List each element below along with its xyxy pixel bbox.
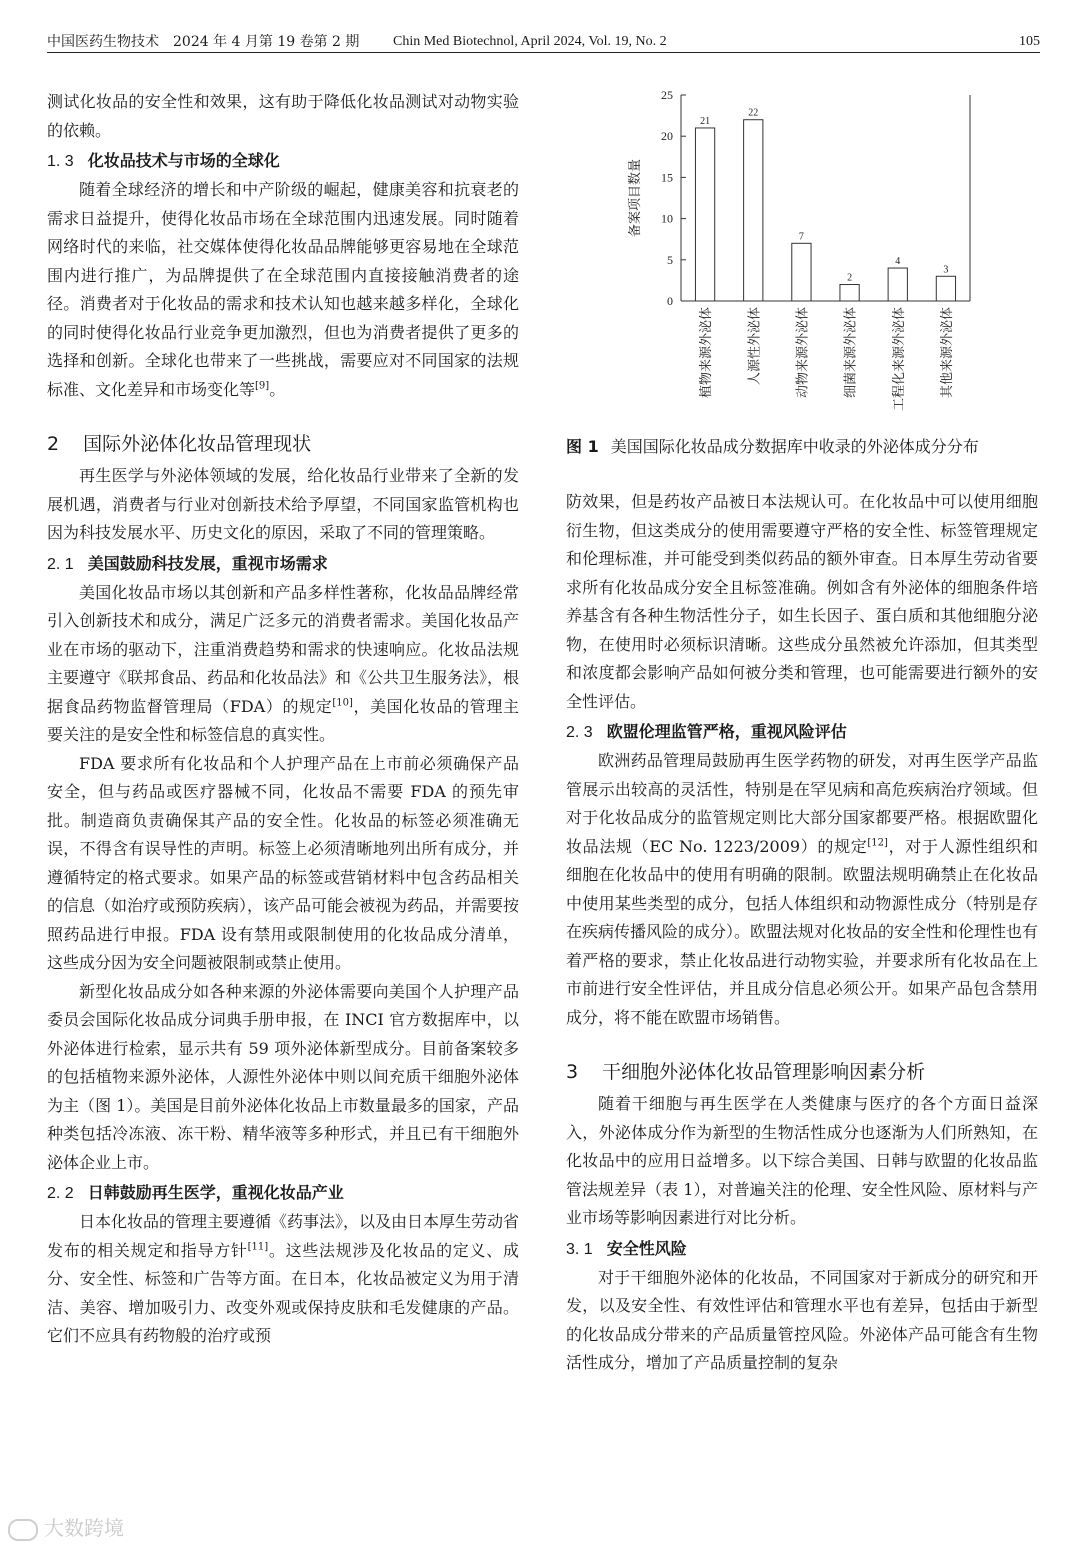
paragraph-end: ，美国化妆品的管理主要关注的是安全性和标签信息的真实性。	[47, 696, 519, 744]
y-tick-label: 25	[661, 88, 673, 102]
category-label: 其他来源外泌体	[939, 307, 955, 399]
paragraph-text: 美国化妆品市场以其创新和产品多样性著称，化妆品品牌经常引入创新技术和成分，满足广泛多元的消费者需求。美国化妆品产业在市场的驱动下，注重消费趋势和需求的快速响应。化妆品法规主要遵守《联邦食品、药品和化妆品法》和《公共卫生服务法》，根据食品药物监督管理局（FDA）的规定	[47, 582, 520, 716]
watermark	[8, 1512, 124, 1541]
section-1-3-heading	[47, 147, 519, 175]
paragraph-3-1: 对于干细胞外泌体的化妆品，不同国家对于新成分的研究和开发，以及安全性、有效性评估和管理水平也有差异，包括由于新型的化妆品成分带来的产品质量管控风险。外泌体产品可能含有生物活性成分，增加了产品质量控制的复杂	[566, 1267, 1038, 1372]
section-title: 日韩鼓励再生医学，重视化妆品产业	[87, 1183, 344, 1202]
header-rule	[47, 52, 1040, 53]
figure-caption	[566, 434, 1040, 460]
citation-ref: [11]	[247, 1241, 269, 1253]
y-tick-label: 20	[661, 129, 673, 144]
journal-name-en: Chin Med Biotechnol, April 2024, Vol. 19, No. 2	[393, 34, 667, 49]
left-column	[47, 88, 519, 1351]
section-3-1-heading	[566, 1235, 1038, 1263]
citation-ref: [12]	[867, 837, 888, 849]
page-number: 105	[1019, 34, 1040, 49]
paragraph-2-1b: FDA 要求所有化妆品和个人护理产品在上市前必须确保产品安全，但与药品或医疗器械不同，化妆品不需要 FDA 的预先审批。制造商负责确保其产品的安全性。化妆品的标签必须准确无误，不得含有误导性的声明。标签上必须清晰地列出所有成分，并遵循特定的格式要求。如果产品的标签或营销材料中包含药品相关的信息（如治疗或预防疾病），该产品可能会被视为药品，并需要按照药品进行申报。FDA 设有禁用或限制使用的化妆品成分清单，这些成分因为安全问题被限制或禁止使用。	[47, 753, 520, 972]
bar	[695, 128, 714, 301]
bar-data-label: 21	[700, 115, 711, 127]
section-title: 美国鼓励科技发展，重视市场需求	[87, 553, 328, 573]
figure-1	[566, 82, 1040, 467]
section-number: 3. 1	[566, 1240, 593, 1258]
right-column	[566, 488, 1038, 1378]
section-title: 欧盟伦理监管严格，重视风险评估	[606, 722, 847, 741]
section-title: 安全性风险	[606, 1238, 687, 1258]
journal-name-cn: 中国医药生物技术 2024 年 4 月第 19 卷第 2 期	[47, 34, 360, 50]
paragraph-2-2-continued: 防效果，但是药妆产品被日本法规认可。在化妆品中可以使用细胞衍生物，但这类成分的使用需要遵守严格的安全性、标签管理规定和伦理标准，并可能受到类似药品的额外审查。日本厚生劳动省要求所有化妆品成分安全且标签准确。例如含有外泌体的细胞条件培养基含有各种生物活性分子，如生长因子、蛋白质和其他细胞分泌物，在使用时必须标识清晰。这些成分虽然被允许添加，但其类型和浓度都会影响产品如何被分类和管理，也可能需要进行额外的安全性评估。	[566, 492, 1038, 711]
figure-label: 图 1	[566, 437, 599, 456]
section-2-3-heading	[566, 718, 1038, 746]
category-label: 植物来源外泌体	[699, 307, 715, 399]
paragraph-2: 再生医学与外泌体领域的发展，给化妆品行业带来了全新的发展机遇，消费者与行业对创新技术给予厚望，不同国家监管机构也因为科技发展水平、历史文化的原因，采取了不同的管理策略。	[47, 466, 519, 542]
category-label: 人源性外泌体	[747, 307, 763, 386]
category-label: 动物来源外泌体	[795, 307, 811, 399]
section-number: 2. 3	[566, 724, 593, 741]
section-2-2-heading	[47, 1179, 519, 1207]
section-number: 2. 1	[47, 555, 74, 573]
paragraph-end: 。	[269, 379, 286, 399]
bar	[840, 285, 859, 301]
section-3-heading	[566, 1058, 1038, 1086]
paragraph-end: ，对于人源性组织和细胞在化妆品中的使用有明确的限制。欧盟法规明确禁止在化妆品中使用某些类型的成分，包括人体组织和动物源性成分（特别是存在疾病传播风险的成分）。欧盟法规对化妆品的安全性和伦理性也有着严格的要求，禁止化妆品进行动物实验，并要求所有化妆品在上市前进行安全性评估，并且成分信息必须公开。如果产品包含禁用成分，将不能在欧盟市场销售。	[566, 836, 1039, 1027]
paragraph-1-3	[47, 176, 519, 404]
section-number: 3	[566, 1061, 579, 1083]
paragraph-2-1c: 新型化妆品成分如各种来源的外泌体需要向美国个人护理产品委员会国际化妆品成分词典手册申报，在 INCI 官方数据库中，以外泌体进行检索，显示共有 59 项外泌体新型成分。目前备案较多的包括植物来源外泌体，人源性外泌体中则以间充质干细胞外泌体为主（图 1）。美国是目前外泌体化妆品上市数量最多的国家，产品种类包括冷冻液、冻干粉、精华液等多种形式，并且已有干细胞外泌体企业上市。	[47, 981, 519, 1172]
bar	[936, 276, 955, 301]
watermark-text: 大数跨境	[44, 1516, 124, 1540]
paragraph-2-2	[47, 1208, 519, 1351]
y-tick-label: 10	[661, 211, 673, 226]
paragraph-3: 随着干细胞与再生医学在人类健康与医疗的各个方面日益深入，外泌体成分作为新型的生物活性成分也逐渐为人们所熟知，在化妆品中的应用日益增多。以下综合美国、日韩与欧盟的化妆品监管法规差异（表 1），对普遍关注的伦理、安全性风险、原材料与产业市场等影响因素进行对比分析。	[566, 1094, 1038, 1227]
bar-data-label: 22	[748, 107, 759, 119]
bar	[792, 243, 811, 301]
y-axis-label: 备案项目数量	[628, 158, 643, 238]
section-number: 1. 3	[47, 153, 74, 170]
bar-data-label: 4	[895, 256, 901, 268]
y-tick-label: 5	[667, 252, 673, 267]
y-tick-label: 15	[661, 170, 673, 185]
y-tick-label: 0	[667, 294, 673, 308]
bar	[744, 120, 763, 301]
paragraph-intro: 测试化妆品的安全性和效果，这有助于降低化妆品测试对动物实验的依赖。	[47, 92, 519, 140]
bar-chart	[566, 82, 1040, 432]
paragraph-2-3	[566, 747, 1038, 1032]
watermark-logo-icon	[8, 1519, 38, 1541]
section-title: 化妆品技术与市场的全球化	[87, 151, 280, 170]
citation-ref: [10]	[332, 697, 353, 709]
citation-ref: [9]	[255, 380, 270, 392]
section-title: 干细胞外泌体化妆品管理影响因素分析	[602, 1061, 926, 1083]
bar-data-label: 7	[798, 231, 804, 243]
figure-caption-text: 美国国际化妆品成分数据库中收录的外泌体成分分布	[610, 437, 979, 456]
category-label: 细菌来源外泌体	[843, 307, 859, 399]
section-2-1-heading	[47, 550, 519, 578]
paragraph-text: 随着全球经济的增长和中产阶级的崛起，健康美容和抗衰老的需求日益提升，使得化妆品市场在全球范围内迅速发展。同时随着网络时代的来临，社交媒体使得化妆品品牌能够更容易地在全球范围内进行推广，为品牌提供了在全球范围内直接接触消费者的途径。消费者对于化妆品的需求和技术认知也越来越多样化，全球化的同时使得化妆品行业竞争更加激烈，但也为消费者提供了更多的选择和创新。全球化也带来了一些挑战，需要应对不同国家的法规标准、文化差异和市场变化等	[47, 180, 519, 399]
running-header	[47, 32, 1040, 54]
bar-data-label: 3	[943, 264, 949, 276]
section-2-heading	[47, 430, 519, 458]
paragraph-text: 欧洲药品管理局鼓励再生医学药物的研发，对再生医学产品监管展示出较高的灵活性，特别是在罕见病和高危疾病治疗领域。但对于化妆品成分的监管规定则比大部分国家都要严格。根据欧盟化妆品法规（EC No. 1223/2009）的规定	[566, 751, 1038, 856]
section-number: 2. 2	[47, 1185, 74, 1202]
bar-data-label: 2	[847, 272, 853, 284]
section-number: 2	[47, 433, 60, 455]
paragraph-2-1a	[47, 579, 519, 750]
section-title: 国际外泌体化妆品管理现状	[83, 433, 312, 455]
paragraph-end: 。这些法规涉及化妆品的定义、成分、安全性、标签和广告等方面。在日本，化妆品被定义为用于清洁、美容、增加吸引力、改变外观或保持皮肤和毛发健康的产品。它们不应具有药物般的治疗或预	[47, 1240, 519, 1345]
category-label: 工程化来源外泌体	[891, 307, 907, 412]
bar	[888, 268, 907, 301]
paragraph-text: 日本化妆品的管理主要遵循《药事法》，以及由日本厚生劳动省发布的相关规定和指导方针	[47, 1212, 520, 1260]
